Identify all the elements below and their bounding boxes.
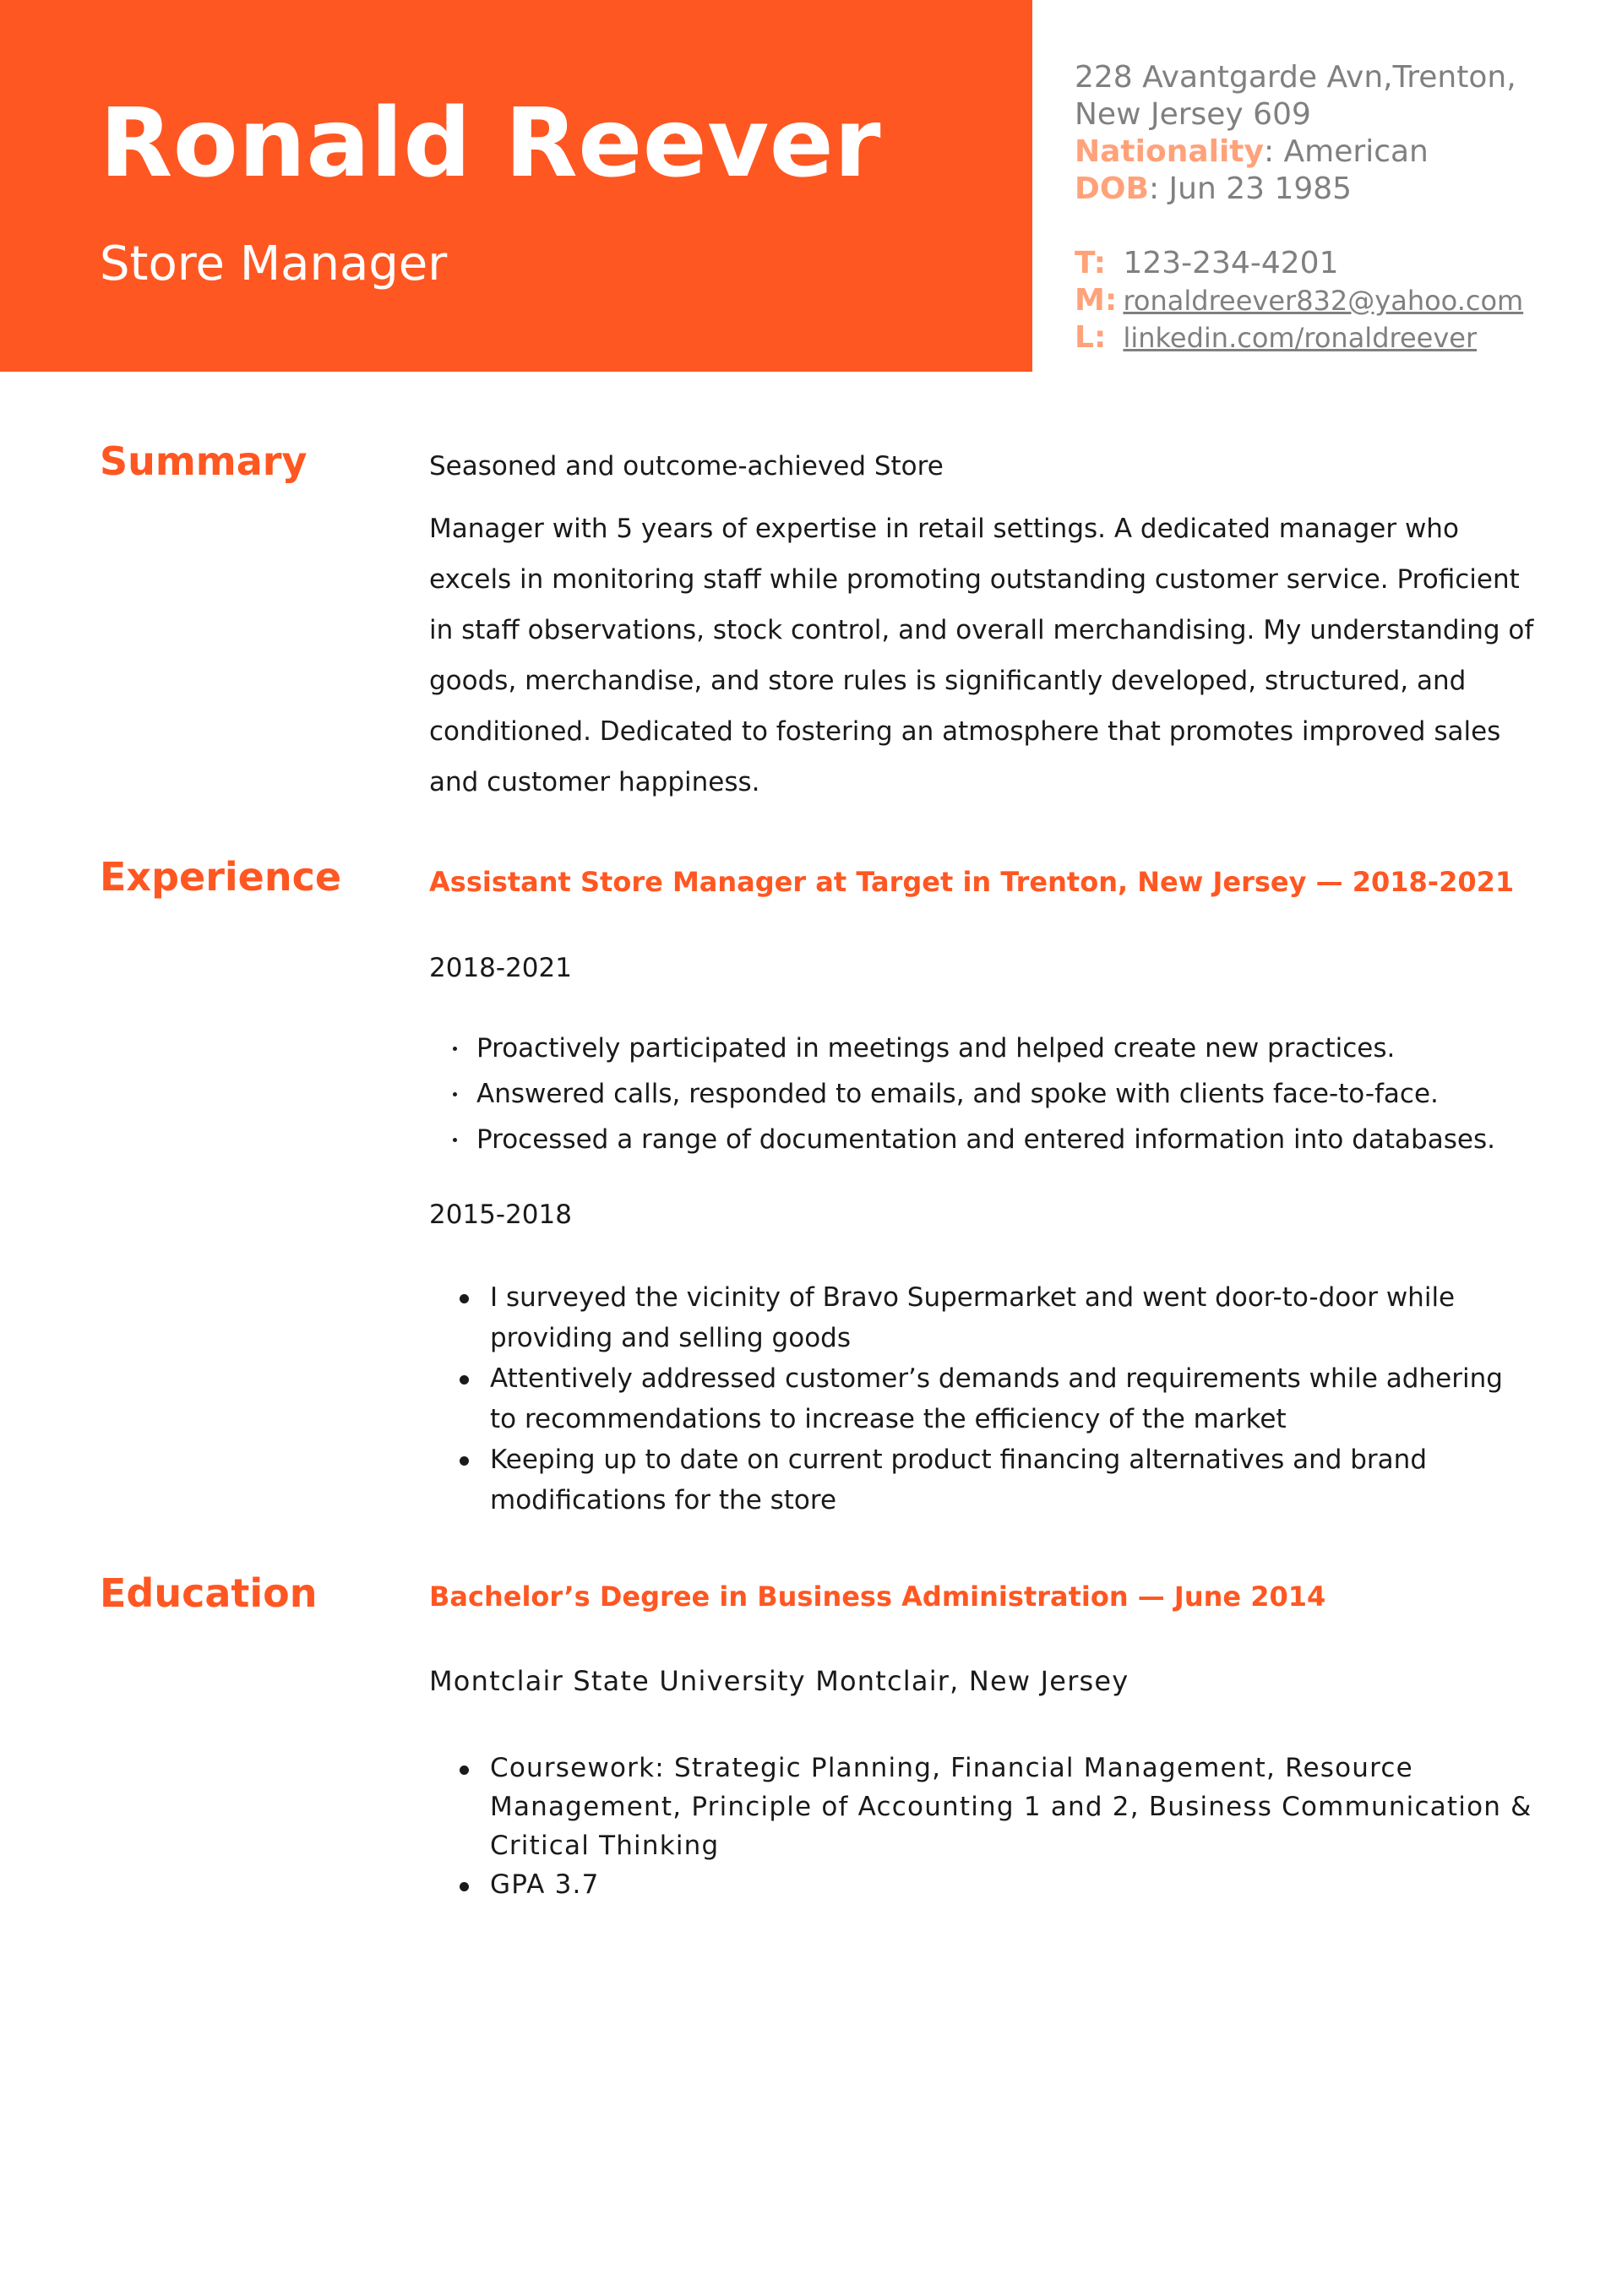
phone-number: 123-234-4201	[1123, 246, 1339, 280]
list-item: Coursework: Strategic Planning, Financial Management, Resource Management, Principle of Accounting 1 and 2, Business Communication & Critical Thinking	[490, 1749, 1554, 1865]
linkedin-row	[1075, 319, 1523, 356]
dob-value: : Jun 23 1985	[1148, 171, 1353, 206]
education-list	[429, 1749, 1554, 1904]
list-item: GPA 3.7	[490, 1865, 1554, 1904]
list-item: Processed a range of documentation and entered information into databases.	[476, 1117, 1544, 1162]
address-line-1: 228 Avantgarde Avn,Trenton,	[1075, 60, 1516, 95]
experience-section	[429, 865, 1544, 1521]
nationality-label: Nationality	[1075, 134, 1264, 169]
dob-row	[1075, 171, 1523, 208]
experience-period-2: 2015-2018	[429, 1200, 572, 1230]
email-label: M:	[1075, 283, 1118, 318]
list-item: I surveyed the vicinity of Bravo Supermarket and went door-to-door while providing and selling goods	[490, 1277, 1521, 1358]
summary-first-line: Seasoned and outcome-achieved Store	[429, 451, 944, 482]
email-link[interactable]: ronaldreever832@yahoo.com	[1123, 285, 1524, 317]
phone-label: T:	[1075, 246, 1106, 280]
experience-role-title: Assistant Store Manager at Target in Trenton, New Jersey — 2018-2021	[429, 866, 1515, 898]
contact-spacer	[1075, 208, 1523, 245]
linkedin-link[interactable]: linkedin.com/ronaldreever	[1123, 322, 1478, 354]
list-item: Attentively addressed customer’s demands and requirements while adhering to recommendations to increase the efficiency of the market	[490, 1358, 1521, 1439]
experience-period-2-list	[429, 1277, 1521, 1521]
summary-body: Manager with 5 years of expertise in retail settings. A dedicated manager who excels in monitoring staff while promoting outstanding customer service. Proficient in staff observations, stock control, and overall merchandising. My understanding of goods, merchandise, and store rules is significantly developed, structured, and conditioned. Dedicated to fostering an atmosphere that promotes improved sales and customer happiness.	[429, 514, 1534, 797]
experience-period-1-list	[429, 1026, 1544, 1162]
summary-heading: Summary	[100, 438, 308, 484]
job-title: Store Manager	[100, 237, 448, 291]
list-item: Answered calls, responded to emails, and spoke with clients face-to-face.	[476, 1071, 1544, 1117]
education-heading: Education	[100, 1570, 318, 1616]
header-banner	[0, 0, 1032, 372]
candidate-name: Ronald Reever	[100, 89, 881, 199]
experience-heading: Experience	[100, 854, 342, 900]
list-item: Proactively participated in meetings and helped create new practices.	[476, 1026, 1544, 1071]
education-school: Montclair State University Montclair, New Jersey	[429, 1665, 1129, 1697]
phone-row	[1075, 245, 1523, 282]
nationality-row	[1075, 133, 1523, 171]
summary-section	[429, 449, 1544, 808]
experience-period-1: 2018-2021	[429, 953, 572, 983]
nationality-value: : American	[1263, 134, 1429, 169]
education-degree: Bachelor’s Degree in Business Administration — June 2014	[429, 1581, 1326, 1613]
contact-block	[1075, 59, 1523, 356]
address-line-2: New Jersey 609	[1075, 97, 1311, 132]
email-row	[1075, 282, 1523, 319]
dob-label: DOB	[1075, 171, 1149, 206]
education-section	[429, 1580, 1544, 1904]
list-item: Keeping up to date on current product financing alternatives and brand modifications for the store	[490, 1439, 1521, 1521]
linkedin-label: L:	[1075, 320, 1107, 355]
